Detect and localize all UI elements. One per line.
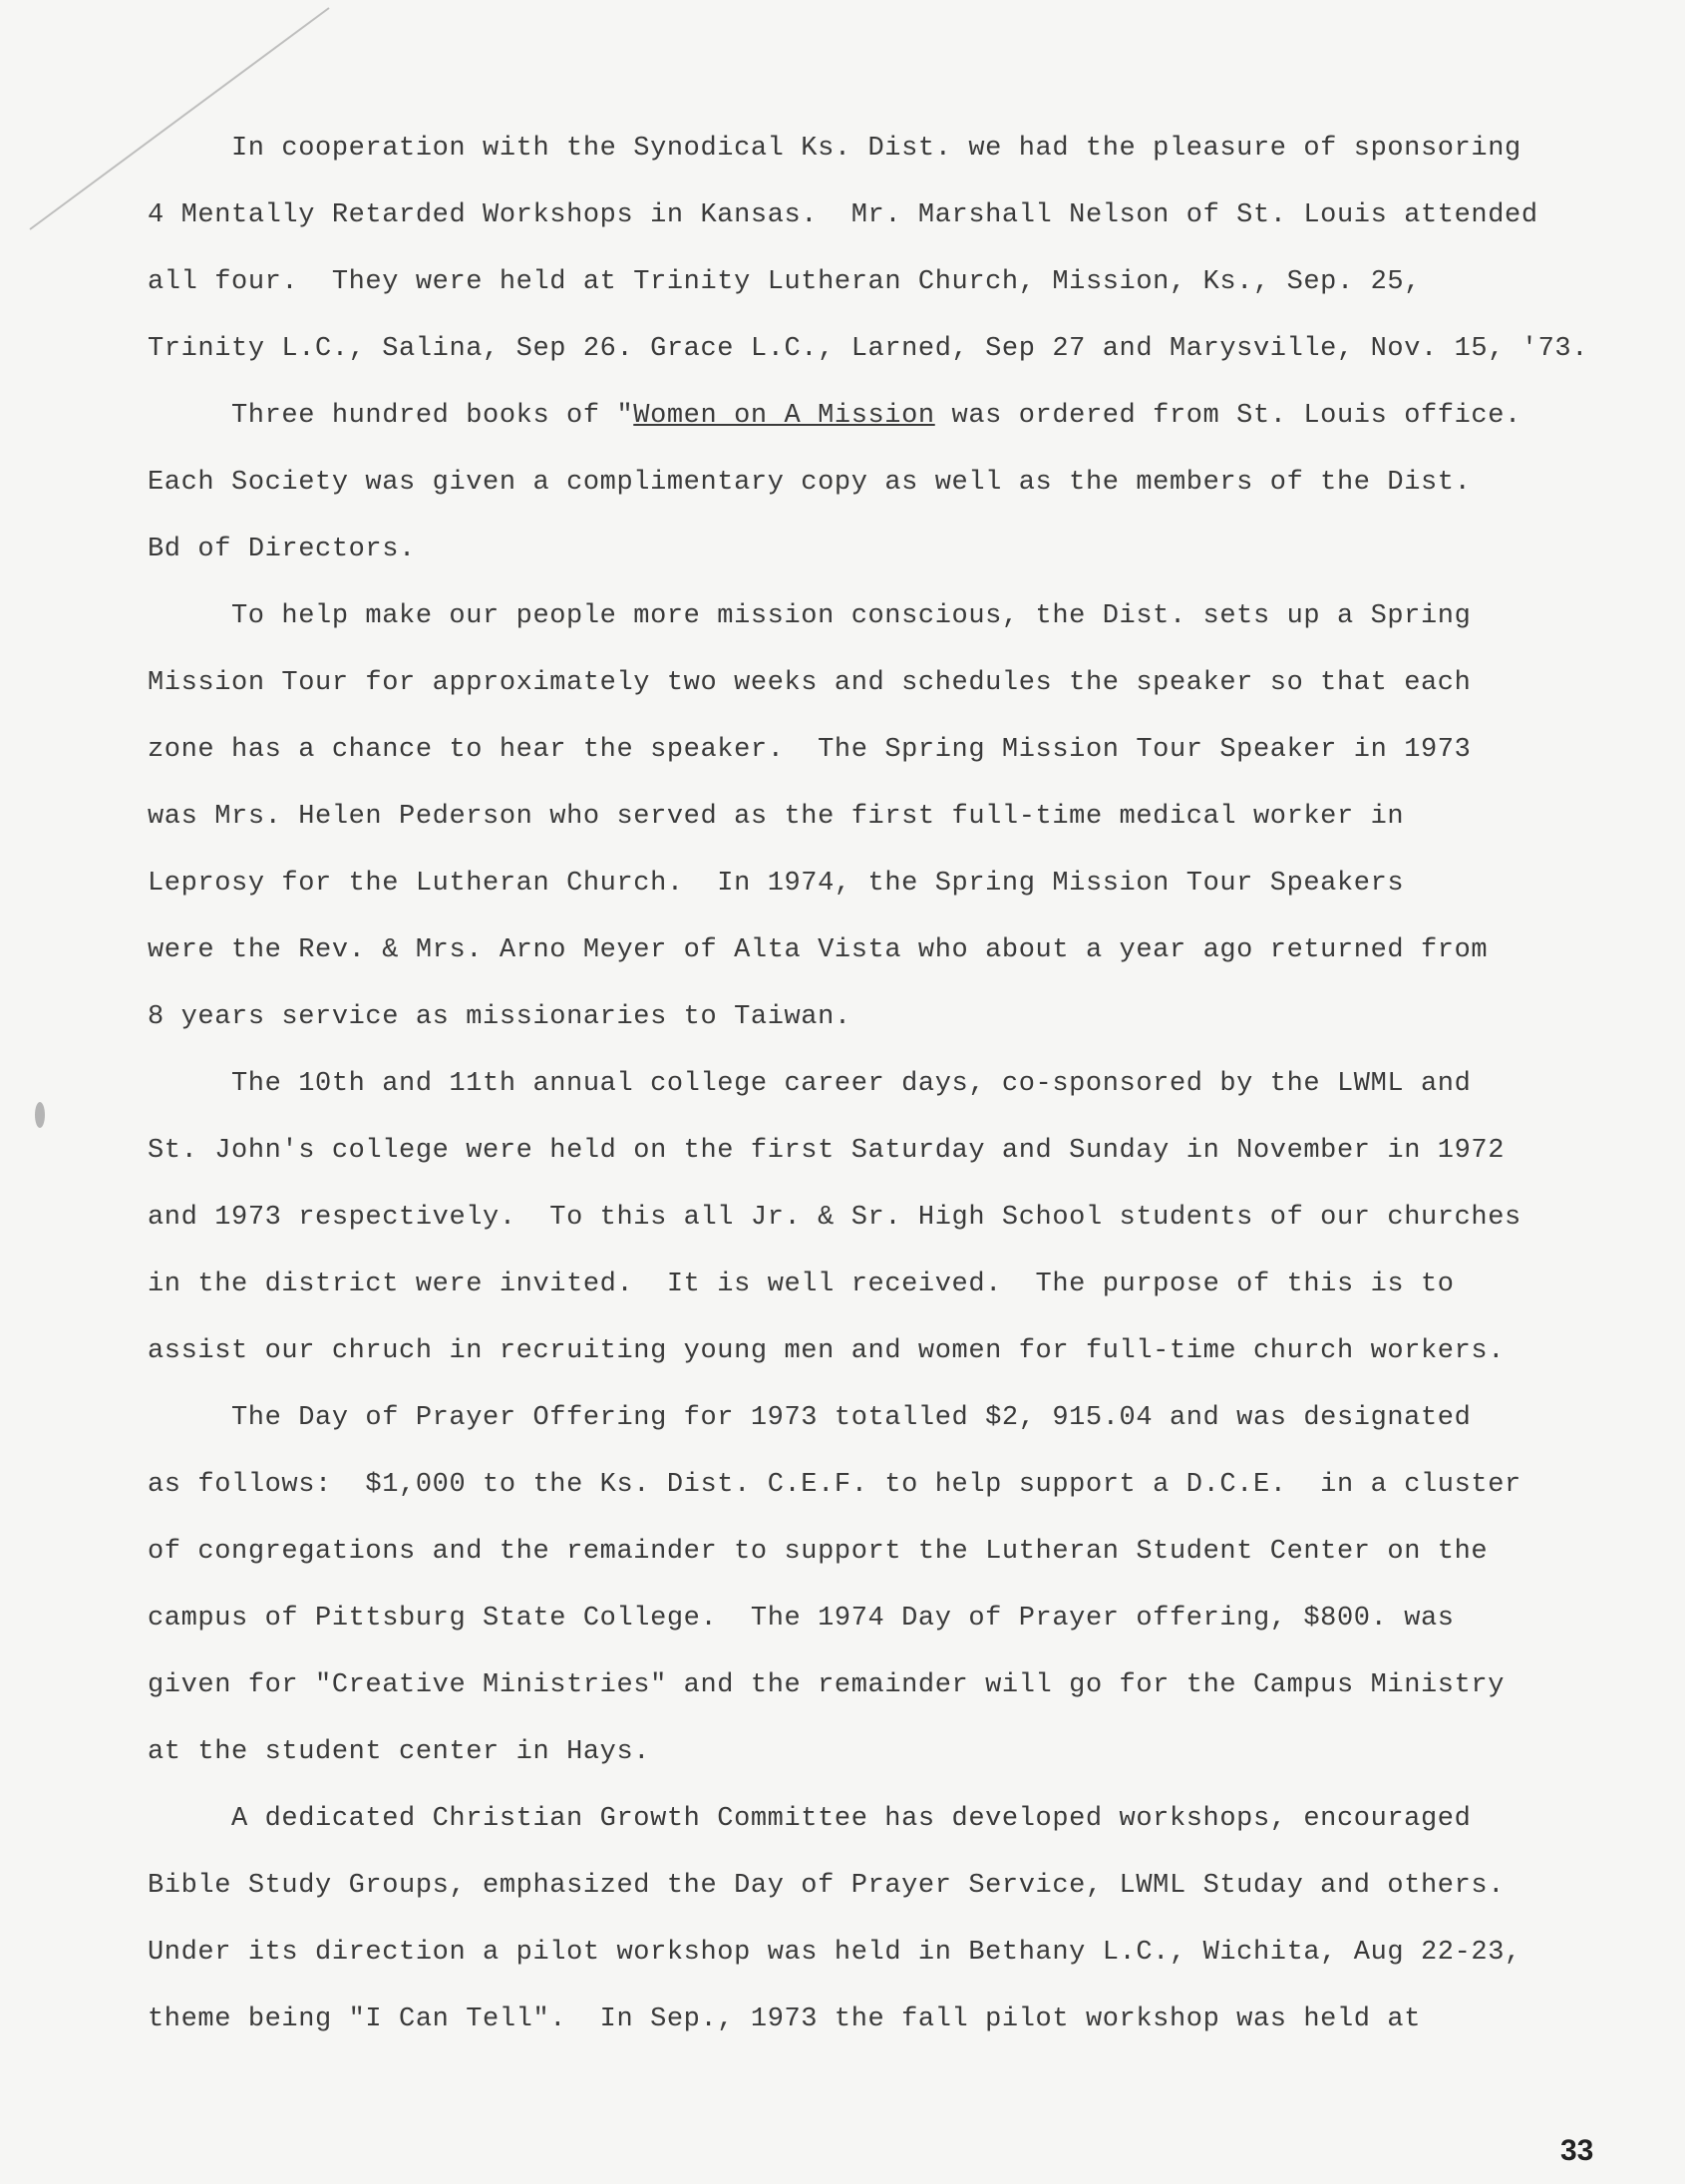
text-line-21: as follows: $1,000 to the Ks. Dist. C.E.F. to help support a D.C.E. in a cluster <box>148 1470 1521 1500</box>
text-line-10: zone has a chance to hear the speaker. The Spring Mission Tour Speaker in 1973 <box>148 735 1472 765</box>
text-line-26: A dedicated Christian Growth Committee has developed workshops, encouraged <box>231 1804 1472 1834</box>
margin-blot <box>35 1102 45 1128</box>
page-number: 33 <box>1560 2134 1594 2167</box>
text-line-1: In cooperation with the Synodical Ks. Dist. we had the pleasure of sponsoring <box>231 134 1521 164</box>
text-line-16: St. John's college were held on the first Saturday and Sunday in November in 1972 <box>148 1136 1506 1166</box>
text-line-24: given for "Creative Ministries" and the remainder will go for the Campus Ministry <box>148 1670 1506 1700</box>
text-line-11: was Mrs. Helen Pederson who served as the first full-time medical worker in <box>148 802 1405 832</box>
text-line-22: of congregations and the remainder to support the Lutheran Student Center on the <box>148 1537 1489 1567</box>
text-line-8: To help make our people more mission conscious, the Dist. sets up a Spring <box>231 601 1472 631</box>
text-line-3: all four. They were held at Trinity Lutheran Church, Mission, Ks., Sep. 25, <box>148 267 1421 297</box>
text-line-19: assist our chruch in recruiting young men and women for full-time church workers. <box>148 1336 1506 1366</box>
text-line-23: campus of Pittsburg State College. The 1974 Day of Prayer offering, $800. was <box>148 1604 1455 1634</box>
text-line-12: Leprosy for the Lutheran Church. In 1974, the Spring Mission Tour Speakers <box>148 869 1405 899</box>
text-line-7: Bd of Directors. <box>148 535 416 564</box>
text-line-20: The Day of Prayer Offering for 1973 totalled $2, 915.04 and was designated <box>231 1403 1472 1433</box>
text-line-29: theme being "I Can Tell". In Sep., 1973 the fall pilot workshop was held at <box>148 2004 1421 2034</box>
text-line-6: Each Society was given a complimentary copy as well as the members of the Dist. <box>148 468 1472 498</box>
text-line-25: at the student center in Hays. <box>148 1737 651 1767</box>
text-line-15: The 10th and 11th annual college career days, co-sponsored by the LWML and <box>231 1069 1472 1099</box>
book-title-underlined: Women on A Mission <box>633 401 935 431</box>
text-line-17: and 1973 respectively. To this all Jr. & Sr. High School students of our churches <box>148 1203 1521 1233</box>
text-line-27: Bible Study Groups, emphasized the Day of Prayer Service, LWML Studay and others. <box>148 1871 1506 1901</box>
text-line-5-end: was ordered from St. Louis office. <box>934 401 1521 431</box>
text-line-9: Mission Tour for approximately two weeks and schedules the speaker so that each <box>148 668 1472 698</box>
text-line-14: 8 years service as missionaries to Taiwan. <box>148 1002 851 1032</box>
text-line-4: Trinity L.C., Salina, Sep 26. Grace L.C., Larned, Sep 27 and Marysville, Nov. 15, '73. <box>148 334 1589 364</box>
text-line-2: 4 Mentally Retarded Workshops in Kansas. Mr. Marshall Nelson of St. Louis attended <box>148 200 1538 230</box>
text-line-5 <box>231 399 1521 433</box>
text-line-13: were the Rev. & Mrs. Arno Meyer of Alta Vista who about a year ago returned from <box>148 935 1489 965</box>
text-line-5-start: Three hundred books of " <box>231 401 634 431</box>
text-line-18: in the district were invited. It is well received. The purpose of this is to <box>148 1270 1455 1299</box>
text-line-28: Under its direction a pilot workshop was held in Bethany L.C., Wichita, Aug 22-23, <box>148 1938 1521 1968</box>
